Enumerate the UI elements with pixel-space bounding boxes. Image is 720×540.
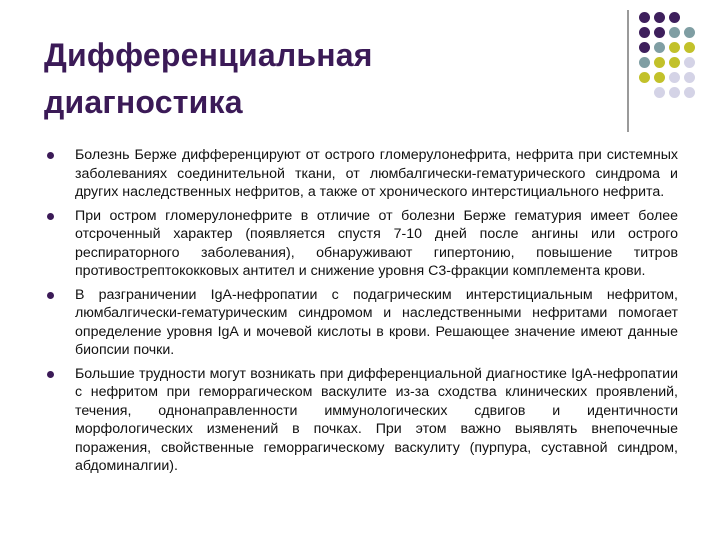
bullet-item — [44, 146, 678, 202]
dot-purple — [669, 12, 680, 23]
dot-lime — [654, 72, 665, 83]
bullet-text: Большие трудности могут возникать при дифференциальной диагностике IgA-нефропатии с нефритом при геморрагическом васкулите из-за сходства клинических проявлений, течения, однонаправленности иммунологических сдвигов и идентичности морфологических изменений в почках. При этом важно выявлять внепочечные поражения, свойственные геморрагическому васкулиту (пурпура, суставной синдром, абдоминалгии). — [75, 365, 678, 474]
bullet-item — [44, 365, 678, 476]
vertical-divider — [627, 10, 629, 132]
slide-title-line-2: диагностика — [44, 84, 243, 120]
dot-purple — [654, 27, 665, 38]
bullet-text: При остром гломерулонефрите в отличие от болезни Берже гематурия имеет более отсроченный характер (появляется спустя 7-10 дней после ангины или острого респираторного заболевания), обнаруживают гипертонию, повышение титров противострептококковых антител и снижение уровня С3-фракции комплемента крови. — [75, 207, 678, 279]
bullet-icon — [47, 292, 54, 299]
dot-lime — [669, 57, 680, 68]
bullet-list — [44, 146, 678, 481]
dot-gray — [669, 27, 680, 38]
dot-purple — [639, 42, 650, 53]
bullet-text: В разграничении IgA-нефропатии с подагрическим интерстициальным нефритом, люмбалгически-гематурическим синдромом и наследственными нефритами помогает определение уровня IgA и мочевой кислоты в крови. Решающее значение имеют данные биопсии почки. — [75, 286, 678, 358]
dot-lavender — [684, 72, 695, 83]
bullet-text: Болезнь Берже дифференцируют от острого гломерулонефрита, нефрита при системных заболеваниях соединительной ткани, от люмбалгически-гематурического синдрома и других наследственных нефритов, а также от хронического интерстициального нефрита. — [75, 147, 678, 200]
dot-lavender — [684, 87, 695, 98]
dot-gray — [684, 27, 695, 38]
dot-purple — [639, 12, 650, 23]
bullet-icon — [47, 371, 54, 378]
bullet-icon — [47, 213, 54, 220]
dot-lime — [639, 72, 650, 83]
slide-title — [44, 32, 604, 126]
slide-title-line-1: Дифференциальная — [44, 37, 373, 73]
dot-lime — [669, 42, 680, 53]
decorative-dot-grid — [639, 12, 695, 98]
bullet-icon — [47, 152, 54, 159]
bullet-item — [44, 207, 678, 281]
dot-gray — [654, 42, 665, 53]
dot-empty — [684, 12, 695, 23]
dot-purple — [654, 12, 665, 23]
dot-lime — [654, 57, 665, 68]
dot-purple — [639, 27, 650, 38]
dot-lime — [684, 42, 695, 53]
dot-lavender — [684, 57, 695, 68]
dot-gray — [639, 57, 650, 68]
dot-lavender — [669, 72, 680, 83]
dot-empty — [639, 87, 650, 98]
bullet-item — [44, 286, 678, 360]
dot-lavender — [669, 87, 680, 98]
dot-lavender — [654, 87, 665, 98]
